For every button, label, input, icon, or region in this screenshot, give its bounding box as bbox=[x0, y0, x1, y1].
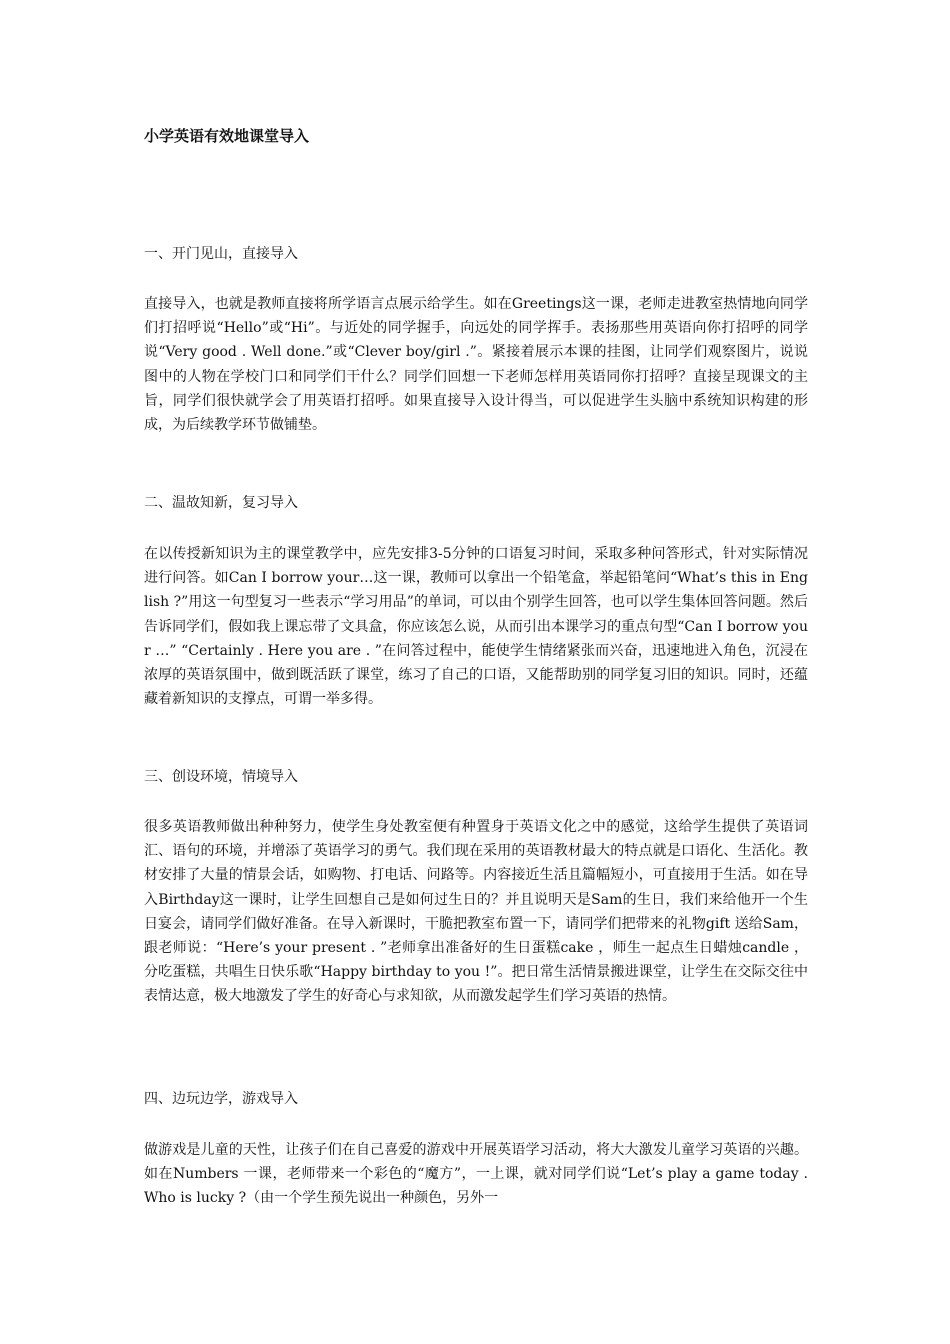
section-heading-1: 一、开门见山，直接导入 bbox=[144, 246, 298, 262]
section-paragraph-2: 在以传授新知识为主的课堂教学中，应先安排3-5分钟的口语复习时间，采取多种问答形式，针对实际情况进行问答。如Can I borrow your…这一课，教师可以拿出一个铅笔盒，举起铅笔问“What’s this in English ?”用这一句型复习一些表示“学习用品”的单词，可以由个别学生回答，也可以学生集体回答问题。然后告诉同学们，假如我上课忘带了文具盒，你应该怎么说，从而引出本课学习的重点句型“Can I borrow your …” “Certainly . Here you are . ”在问答过程中，能使学生情绪紧张而兴奋，迅速地进入角色，沉浸在浓厚的英语氛围中，做到既活跃了课堂，练习了自己的口语，又能帮助别的同学复习旧的知识。同时，还蕴藏着新知识的支撑点，可谓一举多得。 bbox=[144, 546, 808, 708]
section-heading-3: 三、创设环境，情境导入 bbox=[144, 769, 298, 785]
section-paragraph-4: 做游戏是儿童的天性，让孩子们在自己喜爱的游戏中开展英语学习活动，将大大激发儿童学习英语的兴趣。如在Numbers 一课，老师带来一个彩色的“魔方”，一上课，就对同学们说“Let’s play a game today . Who is lucky ?（由一个学生预先说出一种颜色，另外一 bbox=[144, 1142, 808, 1207]
section-paragraph-3: 很多英语教师做出种种努力，使学生身处教室便有种置身于英语文化之中的感觉，这给学生提供了英语词汇、语句的环境，并增添了英语学习的勇气。我们现在采用的英语教材最大的特点就是口语化、生活化。教材安排了大量的情景会话，如购物、打电话、问路等。内容接近生活且篇幅短小，可直接用于生活。如在导入Birthday这一课时，让学生回想自己是如何过生日的？并且说明天是Sam的生日，我们来给他开一个生日宴会，请同学们做好准备。在导入新课时，干脆把教室布置一下，请同学们把带来的礼物gift 送给Sam，跟老师说：“Here’s your present . ”老师拿出准备好的生日蛋糕cake ，师生一起点生日蜡烛candle ，分吃蛋糕，共唱生日快乐歌“Happy birthday to you !”。把日常生活情景搬进课堂，让学生在交际交往中表情达意，极大地激发了学生的好奇心与求知欲，从而激发起学生们学习英语的热情。 bbox=[144, 819, 808, 1005]
document-title: 小学英语有效地课堂导入 bbox=[144, 127, 310, 145]
section-heading-4: 四、边玩边学，游戏导入 bbox=[144, 1091, 298, 1107]
section-paragraph-1: 直接导入，也就是教师直接将所学语言点展示给学生。如在Greetings这一课，老师走进教室热情地向同学们打招呼说“Hello”或“Hi”。与近处的同学握手，向远处的同学挥手。表扬那些用英语向你打招呼的同学说“Very good . Well done.”或“Clever boy/girl .”。紧接着展示本课的挂图，让同学们观察图片，说说图中的人物在学校门口和同学们干什么？同学们回想一下老师怎样用英语同你打招呼？直接呈现课文的主旨，同学们很快就学会了用英语打招呼。如果直接导入设计得当，可以促进学生头脑中系统知识构建的形成，为后续教学环节做铺垫。 bbox=[144, 296, 808, 434]
section-heading-2: 二、温故知新，复习导入 bbox=[144, 495, 298, 511]
